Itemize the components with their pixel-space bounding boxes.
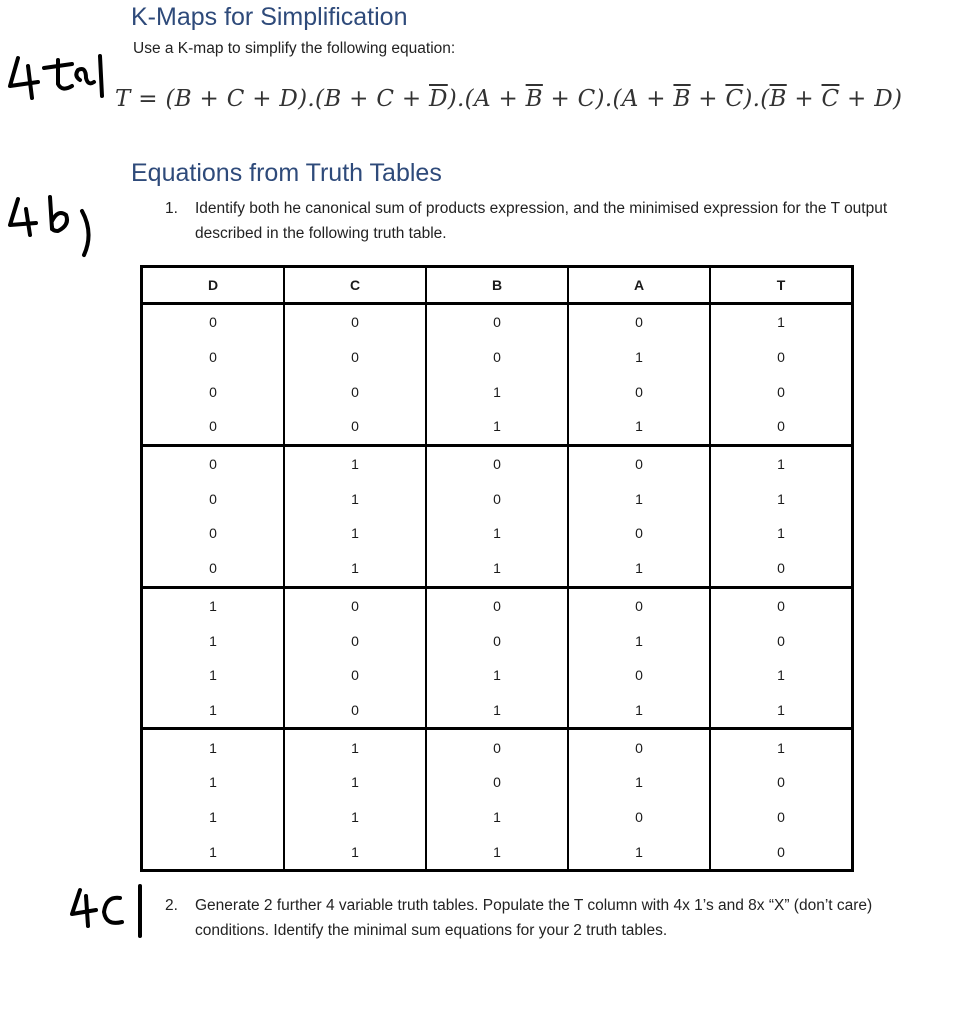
table-row (142, 765, 853, 800)
table-cell: 1 (284, 516, 426, 551)
table-row (142, 340, 853, 375)
question-1-text: Identify both he canonical sum of products expression, and the minimised expression for the T output described in the following truth table. (195, 200, 888, 242)
section-title-truth-tables: Equations from Truth Tables (131, 159, 442, 187)
complemented-variable: $\overline{D}$ (429, 86, 448, 112)
truth-table-header-row (142, 267, 853, 304)
table-cell: 0 (426, 623, 568, 658)
equation-term (612, 86, 752, 112)
table-cell: 1 (284, 834, 426, 870)
table-cell: 1 (568, 834, 710, 870)
table-cell: 1 (426, 693, 568, 729)
table-cell: 0 (568, 658, 710, 693)
question-1 (165, 196, 935, 246)
table-cell: 0 (710, 374, 853, 409)
table-cell: 1 (426, 516, 568, 551)
table-cell: 0 (284, 340, 426, 375)
table-row (142, 587, 853, 623)
table-cell: 1 (284, 445, 426, 481)
table-cell: 0 (426, 304, 568, 340)
question-2-number: 2. (165, 897, 178, 914)
question-2-text: Generate 2 further 4 variable truth tables. Populate the T column with 4x 1’s and 8x “X” (don’t care) conditions. Identify the minimal sum equations for your 2 truth tables. (195, 897, 873, 939)
table-cell: 0 (426, 765, 568, 800)
table-cell: 1 (710, 693, 853, 729)
table-cell: 0 (142, 374, 285, 409)
table-row (142, 658, 853, 693)
equation-segment: (B + C + (315, 86, 430, 112)
table-cell: 1 (426, 658, 568, 693)
table-row (142, 304, 853, 340)
equation-separator: . (307, 86, 316, 112)
table-cell: 0 (426, 340, 568, 375)
table-cell: 1 (142, 729, 285, 765)
table-cell: 0 (568, 304, 710, 340)
table-cell: 1 (710, 729, 853, 765)
equation-separator: . (752, 86, 761, 112)
equation-term (465, 86, 605, 112)
section-title-kmaps: K-Maps for Simplification (131, 3, 408, 31)
column-header-b: B (426, 267, 568, 304)
equation-segment: ( (760, 86, 770, 112)
table-cell: 1 (710, 658, 853, 693)
table-cell: 1 (710, 445, 853, 481)
table-cell: 1 (426, 800, 568, 835)
table-cell: 0 (284, 304, 426, 340)
table-cell: 0 (284, 658, 426, 693)
table-cell: 0 (426, 481, 568, 516)
table-cell: 1 (568, 409, 710, 445)
handwritten-note-4b (2, 193, 102, 263)
question-1-number: 1. (165, 200, 178, 217)
table-cell: 0 (568, 800, 710, 835)
table-cell: 1 (568, 340, 710, 375)
equation-term (760, 86, 902, 112)
table-cell: 0 (284, 374, 426, 409)
column-header-c: C (284, 267, 426, 304)
table-cell: 0 (568, 374, 710, 409)
table-cell: 0 (284, 409, 426, 445)
table-cell: 0 (568, 587, 710, 623)
table-cell: 0 (568, 445, 710, 481)
table-cell: 0 (284, 623, 426, 658)
table-cell: 1 (426, 551, 568, 587)
table-cell: 1 (284, 551, 426, 587)
table-cell: 0 (142, 481, 285, 516)
table-cell: 1 (710, 304, 853, 340)
table-cell: 0 (710, 800, 853, 835)
table-cell: 1 (426, 834, 568, 870)
table-cell: 1 (568, 693, 710, 729)
table-cell: 1 (568, 481, 710, 516)
table-cell: 1 (284, 765, 426, 800)
table-cell: 0 (710, 765, 853, 800)
table-cell: 0 (710, 551, 853, 587)
table-cell: 0 (710, 834, 853, 870)
table-cell: 0 (426, 587, 568, 623)
table-cell: 0 (142, 340, 285, 375)
table-row (142, 693, 853, 729)
table-cell: 1 (426, 409, 568, 445)
table-cell: 1 (568, 765, 710, 800)
table-cell: 0 (142, 516, 285, 551)
table-cell: 0 (142, 551, 285, 587)
truth-table (140, 265, 854, 872)
column-header-a: A (568, 267, 710, 304)
complemented-variable: $\overline{B}$ (525, 86, 543, 112)
table-cell: 0 (142, 409, 285, 445)
table-cell: 1 (284, 729, 426, 765)
table-cell: 1 (142, 765, 285, 800)
table-cell: 0 (142, 304, 285, 340)
equation-segment: + C) (542, 86, 605, 112)
table-cell: 0 (284, 587, 426, 623)
table-row (142, 374, 853, 409)
complemented-variable: $\overline{B}$ (673, 86, 691, 112)
table-row (142, 516, 853, 551)
table-cell: 1 (284, 800, 426, 835)
table-cell: 0 (710, 340, 853, 375)
table-cell: 1 (710, 481, 853, 516)
table-row (142, 551, 853, 587)
table-cell: 0 (710, 587, 853, 623)
table-cell: 1 (142, 623, 285, 658)
table-cell: 0 (710, 409, 853, 445)
table-cell: 1 (710, 516, 853, 551)
equation-separator: . (457, 86, 465, 112)
table-cell: 0 (426, 729, 568, 765)
equation-term (315, 86, 457, 112)
table-cell: 1 (568, 623, 710, 658)
table-row (142, 445, 853, 481)
table-cell: 1 (568, 551, 710, 587)
equation-segment: + (786, 86, 822, 112)
table-cell: 1 (142, 587, 285, 623)
equation-segment: + D) (839, 86, 903, 112)
equation-segment: (A + (612, 86, 674, 112)
kmap-instruction: Use a K-map to simplify the following equation: (133, 40, 456, 57)
equation-segment: ) (447, 86, 458, 112)
equation-term (165, 86, 307, 112)
table-cell: 1 (142, 834, 285, 870)
complemented-variable: $\overline{B}$ (769, 86, 787, 112)
table-cell: 1 (142, 800, 285, 835)
table-cell: 0 (142, 445, 285, 481)
equation-segment: + (690, 86, 726, 112)
table-row (142, 409, 853, 445)
complemented-variable: $\overline{C}$ (821, 86, 840, 112)
table-cell: 0 (568, 729, 710, 765)
table-row (142, 800, 853, 835)
equation-segment: (B + C + D) (165, 86, 308, 112)
complemented-variable: $\overline{C}$ (725, 86, 744, 112)
question-2 (165, 893, 935, 943)
table-row (142, 481, 853, 516)
table-cell: 1 (142, 658, 285, 693)
equation-segment: ) (743, 86, 753, 112)
table-cell: 0 (426, 445, 568, 481)
handwritten-note-4a (2, 52, 107, 100)
table-row (142, 834, 853, 870)
equation-separator: . (604, 86, 613, 112)
column-header-t: T (710, 267, 853, 304)
table-cell: 0 (710, 623, 853, 658)
equation-lhs: T = (115, 86, 166, 112)
table-cell: 1 (142, 693, 285, 729)
equation-segment: (A + (464, 86, 526, 112)
table-row (142, 729, 853, 765)
table-cell: 0 (568, 516, 710, 551)
table-cell: 1 (284, 481, 426, 516)
table-cell: 0 (284, 693, 426, 729)
table-cell: 1 (426, 374, 568, 409)
boolean-equation (115, 86, 902, 112)
handwritten-note-4c (66, 882, 150, 940)
table-row (142, 623, 853, 658)
column-header-d: D (142, 267, 285, 304)
